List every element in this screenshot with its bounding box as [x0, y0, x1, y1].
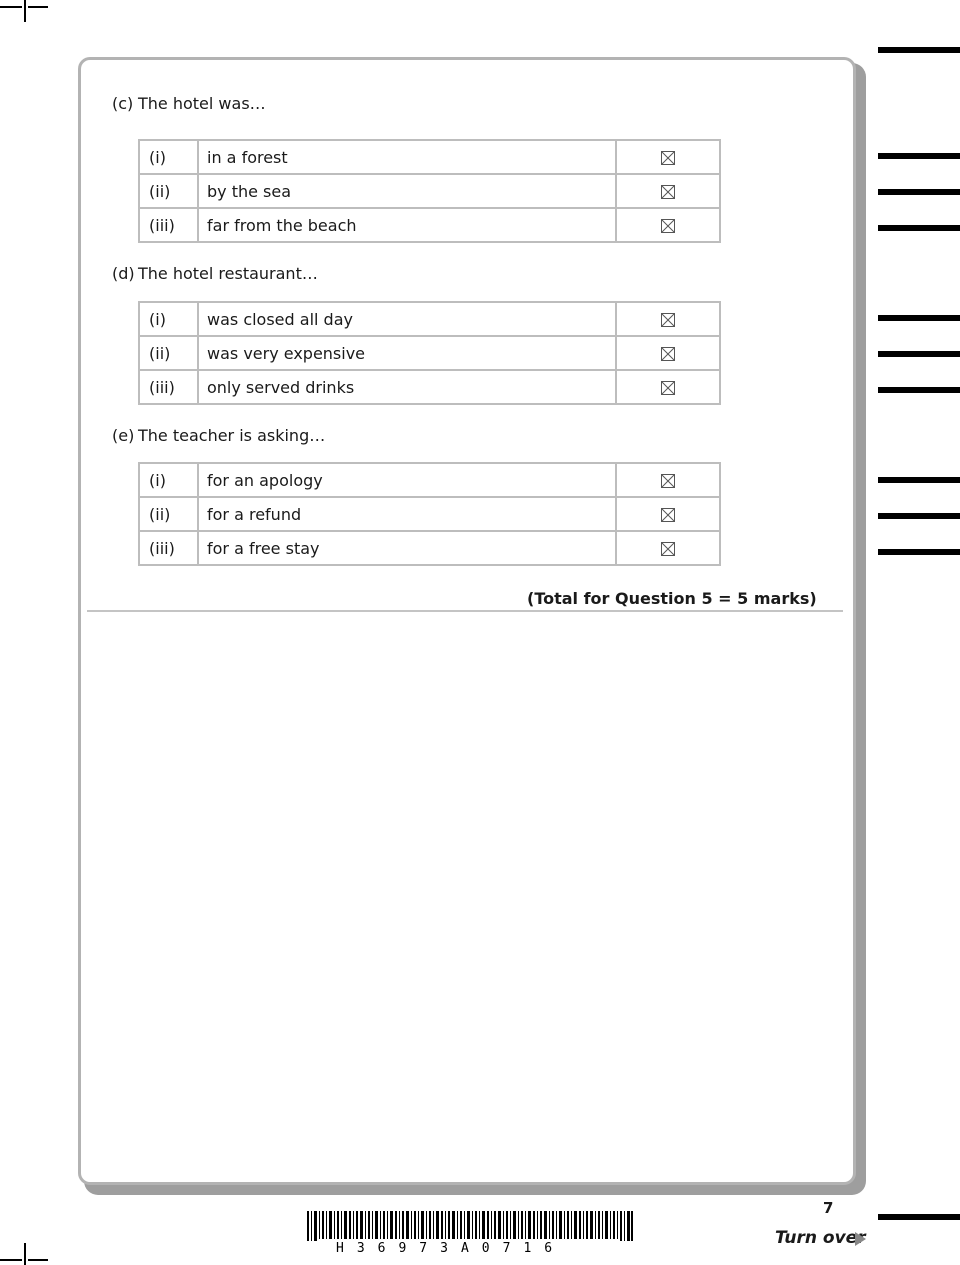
option-row	[139, 497, 720, 531]
question-d-heading	[112, 264, 318, 283]
option-number: (i)	[139, 302, 198, 336]
question-c-heading	[112, 94, 266, 113]
option-text: far from the beach	[198, 208, 616, 242]
crossed-checkbox-icon[interactable]	[661, 542, 675, 556]
crop-mark	[24, 0, 26, 22]
option-number: (iii)	[139, 370, 198, 404]
option-text: for an apology	[198, 463, 616, 497]
option-number: (ii)	[139, 174, 198, 208]
answer-box[interactable]	[616, 140, 720, 174]
barcode	[307, 1211, 633, 1241]
option-row	[139, 336, 720, 370]
crossed-checkbox-icon[interactable]	[661, 313, 675, 327]
crop-mark	[24, 1243, 26, 1265]
question-prompt: The teacher is asking…	[138, 426, 326, 445]
answer-box[interactable]	[616, 370, 720, 404]
question-letter: (e)	[112, 426, 135, 445]
answer-box[interactable]	[616, 336, 720, 370]
crossed-checkbox-icon[interactable]	[661, 508, 675, 522]
option-text: for a free stay	[198, 531, 616, 565]
option-text: was closed all day	[198, 302, 616, 336]
question-prompt: The hotel was…	[138, 94, 266, 113]
total-divider	[87, 610, 843, 612]
turn-over-label: Turn over	[775, 1228, 866, 1248]
option-row	[139, 531, 720, 565]
crop-mark	[0, 6, 22, 8]
crossed-checkbox-icon[interactable]	[661, 347, 675, 361]
option-number: (iii)	[139, 531, 198, 565]
crop-mark	[28, 6, 48, 8]
option-number: (i)	[139, 463, 198, 497]
question-e-options	[138, 462, 721, 566]
crossed-checkbox-icon[interactable]	[661, 151, 675, 165]
total-marks: (Total for Question 5 = 5 marks)	[527, 589, 817, 608]
option-row	[139, 463, 720, 497]
question-e-heading	[112, 426, 325, 445]
option-row	[139, 174, 720, 208]
option-text: only served drinks	[198, 370, 616, 404]
answer-box[interactable]	[616, 531, 720, 565]
option-row	[139, 140, 720, 174]
crop-mark	[28, 1259, 48, 1261]
question-d-options	[138, 301, 721, 405]
question-prompt: The hotel restaurant…	[138, 264, 318, 283]
option-text: was very expensive	[198, 336, 616, 370]
question-letter: (c)	[112, 94, 134, 113]
triangle-right-icon	[855, 1232, 866, 1246]
option-number: (iii)	[139, 208, 198, 242]
option-number: (ii)	[139, 336, 198, 370]
question-letter: (d)	[112, 264, 135, 283]
option-row	[139, 208, 720, 242]
question-c-options	[138, 139, 721, 243]
option-row	[139, 302, 720, 336]
barcode-number: H36973A0716	[336, 1241, 566, 1256]
option-row	[139, 370, 720, 404]
option-number: (ii)	[139, 497, 198, 531]
crossed-checkbox-icon[interactable]	[661, 381, 675, 395]
crossed-checkbox-icon[interactable]	[661, 474, 675, 488]
answer-box[interactable]	[616, 463, 720, 497]
crossed-checkbox-icon[interactable]	[661, 219, 675, 233]
answer-box[interactable]	[616, 497, 720, 531]
answer-box[interactable]	[616, 302, 720, 336]
option-text: in a forest	[198, 140, 616, 174]
crop-mark	[0, 1259, 22, 1261]
option-text: by the sea	[198, 174, 616, 208]
answer-box[interactable]	[616, 174, 720, 208]
option-text: for a refund	[198, 497, 616, 531]
page-number: 7	[823, 1199, 834, 1217]
crossed-checkbox-icon[interactable]	[661, 185, 675, 199]
answer-box[interactable]	[616, 208, 720, 242]
option-number: (i)	[139, 140, 198, 174]
